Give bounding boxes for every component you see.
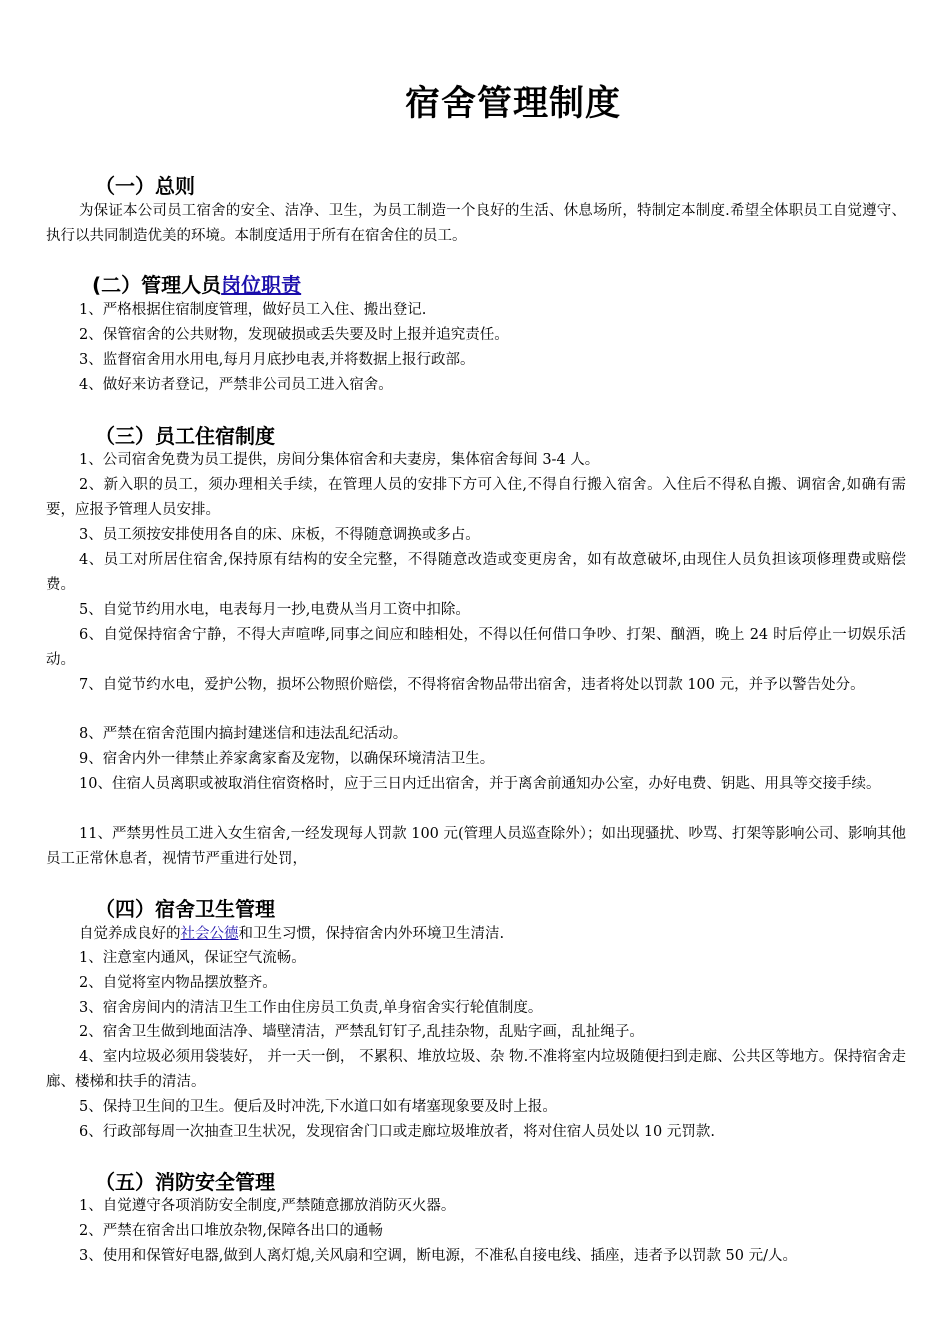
heading-text: (二）管理人员 [92, 273, 222, 297]
social-ethics-link[interactable]: 社会公德 [180, 926, 239, 942]
list-item: 3、监督宿舍用水用电,每月月底抄电表,并将数据上报行政部。 [79, 352, 475, 368]
list-item: 3、员工须按安排使用各自的床、床板，不得随意调换或多占。 [79, 527, 480, 543]
intro-text: 自觉养成良好的 [79, 926, 181, 942]
list-item: 5、自觉节约用水电，电表每月一抄,电费从当月工资中扣除。 [79, 602, 470, 618]
list-item: 1、注意室内通风，保证空气流畅。 [79, 950, 306, 966]
section-heading-managers [92, 273, 301, 297]
hygiene-intro [79, 922, 906, 947]
section-heading-general: （一）总则 [95, 174, 195, 198]
list-item: 3、宿舍房间内的清洁卫生工作由住房员工负责,单身宿舍实行轮值制度。 [79, 1000, 543, 1016]
intro-text: 和卫生习惯，保持宿舍内外环境卫生清洁. [238, 926, 505, 942]
section-heading-housing-rules: （三）员工住宿制度 [95, 424, 275, 448]
list-item: 2、保管宿舍的公共财物，发现破损或丢失要及时上报并追究责任。 [79, 327, 509, 343]
list-item: 4、室内垃圾必须用袋装好， 并一天一倒， 不累积、堆放垃圾、杂 物.不准将室内垃圾随便扫到走廊、公共区等地方。保持宿舍走廊、楼梯和扶手的清洁。 [46, 1049, 906, 1090]
document-title: 宿舍管理制度 [404, 84, 621, 124]
list-item: 6、行政部每周一次抽查卫生状况，发现宿舍门口或走廊垃圾堆放者，将对住宿人员处以 10 元罚款. [79, 1124, 715, 1140]
list-item: 9、宿舍内外一律禁止养家禽家畜及宠物，以确保环境清洁卫生。 [79, 751, 495, 767]
list-item: 11、严禁男性员工进入女生宿舍,一经发现每人罚款 100 元(管理人员巡查除外）；如出现骚扰、吵骂、打架等影响公司、影响其他员工正常休息者，视情节严重进行处罚， [46, 826, 906, 867]
list-item: 6、自觉保持宿舍宁静，不得大声喧哗,同事之间应和睦相处，不得以任何借口争吵、打架、酗酒，晚上 24 时后停止一切娱乐活动。 [46, 627, 906, 668]
section-heading-hygiene: （四）宿舍卫生管理 [95, 897, 275, 921]
list-item: 2、自觉将室内物品摆放整齐。 [79, 975, 277, 991]
list-item: 2、严禁在宿舍出口堆放杂物,保障各出口的通畅 [79, 1223, 383, 1239]
list-item: 2、新入职的员工，须办理相关手续，在管理人员的安排下方可入住,不得自行搬入宿舍。入住后不得私自搬、调宿舍,如确有需要，应报予管理人员安排。 [46, 477, 906, 518]
paragraph: 为保证本公司员工宿舍的安全、洁净、卫生，为员工制造一个良好的生活、休息场所，特制定本制度.希望全体职员工自觉遵守、执行以共同制造优美的环境。本制度适用于所有在宿舍住的员工。 [46, 203, 906, 244]
list-item: 1、自觉遵守各项消防安全制度,严禁随意挪放消防灭火器。 [79, 1198, 456, 1214]
list-item: 4、做好来访者登记，严禁非公司员工进入宿舍。 [79, 377, 393, 393]
list-item: 8、严禁在宿舍范围内搞封建迷信和违法乱纪活动。 [79, 726, 408, 742]
job-duties-link[interactable]: 岗位职责 [221, 273, 302, 297]
list-item: 2、宿舍卫生做到地面洁净、墙壁清洁，严禁乱钉钉子,乱挂杂物，乱贴字画，乱扯绳子。 [79, 1024, 644, 1040]
list-item: 4、员工对所居住宿舍,保持原有结构的安全完整，不得随意改造或变更房舍，如有故意破坏,由现住人员负担该项修理费或赔偿费。 [46, 552, 906, 593]
section-heading-fire-safety: （五）消防安全管理 [95, 1170, 275, 1194]
list-item: 7、自觉节约水电，爱护公物，损坏公物照价赔偿，不得将宿舍物品带出宿舍，违者将处以罚款 100 元，并予以警告处分。 [79, 677, 865, 693]
list-item: 1、严格根据住宿制度管理，做好员工入住、搬出登记. [79, 302, 427, 318]
list-item: 5、保持卫生间的卫生。便后及时冲洗,下水道口如有堵塞现象要及时上报。 [79, 1099, 557, 1115]
list-item: 10、住宿人员离职或被取消住宿资格时，应于三日内迁出宿舍，并于离舍前通知办公室，办好电费、钥匙、用具等交接手续。 [79, 776, 881, 792]
list-item: 1、公司宿舍免费为员工提供，房间分集体宿舍和夫妻房，集体宿舍每间 3-4 人。 [79, 452, 600, 468]
list-item: 3、使用和保管好电器,做到人离灯熄,关风扇和空调，断电源，不准私自接电线、插座，违者予以罚款 50 元/人。 [79, 1248, 797, 1264]
